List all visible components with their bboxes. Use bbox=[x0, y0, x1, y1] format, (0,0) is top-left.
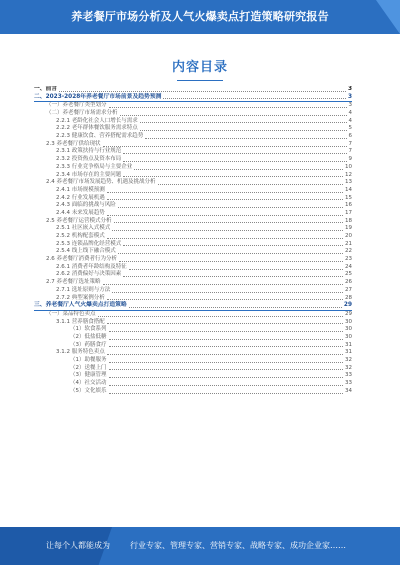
toc-leader-dots bbox=[112, 292, 343, 293]
toc-entry-page: 21 bbox=[345, 240, 352, 247]
toc-entry-label: 2.5.1 社区嵌入式模式 bbox=[56, 225, 111, 232]
toc-entry[interactable] bbox=[34, 349, 352, 357]
toc-entry[interactable] bbox=[34, 380, 352, 388]
toc-leader-dots bbox=[109, 393, 344, 394]
toc-entry-page: 27 bbox=[345, 286, 352, 293]
toc-entry[interactable] bbox=[34, 302, 352, 311]
toc-leader-dots bbox=[98, 316, 343, 317]
toc-entry-label: 2.2.3 健康饮食、营养搭配需求趋势 bbox=[56, 133, 144, 140]
toc-entry[interactable] bbox=[34, 326, 352, 334]
toc-entry-label: 2.5.3 连锁品牌化经营模式 bbox=[56, 240, 122, 247]
toc-entry-page: 26 bbox=[345, 279, 352, 286]
toc-entry-label: 2.5 养老餐厅运营模式分析 bbox=[46, 217, 112, 224]
toc-entry-page: 32 bbox=[345, 357, 352, 364]
toc-leader-dots bbox=[107, 199, 343, 200]
toc-entry-page: 4 bbox=[348, 117, 352, 124]
toc-entry-label: 2.4 养老餐厅市场发展趋势、机遇及挑战分析 bbox=[46, 179, 156, 186]
toc-entry-label: 2.6 养老餐厅消费者行为分析 bbox=[46, 256, 117, 263]
toc-entry-page: 25 bbox=[345, 271, 352, 278]
toc-entry-page: 7 bbox=[348, 140, 352, 147]
toc-leader-dots bbox=[163, 98, 346, 99]
toc-entry-label: （1）软食系列 bbox=[70, 326, 107, 333]
toc-entry[interactable] bbox=[34, 86, 352, 94]
toc-leader-dots bbox=[103, 146, 347, 147]
toc-entry-page: 16 bbox=[345, 202, 352, 209]
toc-entry[interactable] bbox=[34, 179, 352, 187]
toc-entry[interactable] bbox=[34, 256, 352, 264]
toc-entry-label: 三、养老餐厅人气火爆卖点打造策略 bbox=[34, 302, 127, 309]
toc-entry-label: 二、2023-2028年养老餐厅市场前景及趋势预测 bbox=[34, 93, 162, 100]
toc-leader-dots bbox=[109, 369, 344, 370]
toc-entry-label: 一、前言 bbox=[34, 86, 58, 92]
report-header bbox=[0, 0, 400, 34]
toc-entry[interactable] bbox=[34, 125, 352, 133]
toc-entry-label: 2.3.3 行业竞争格局与主要企业 bbox=[56, 163, 133, 170]
toc-entry-page: 29 bbox=[343, 302, 352, 309]
toc-entry-label: （1）助餐服务 bbox=[70, 357, 107, 364]
toc-leader-dots bbox=[129, 269, 343, 270]
toc-leader-dots bbox=[140, 130, 347, 131]
toc-entry-label: 3.1.1 营养膳食搭配 bbox=[56, 318, 105, 325]
toc-entry-page: 34 bbox=[345, 387, 352, 394]
toc-entry-page: 3 bbox=[347, 93, 352, 100]
toc-entry[interactable] bbox=[34, 279, 352, 287]
toc-entry-label: 2.7.2 典型案例分析 bbox=[56, 294, 105, 301]
toc-leader-dots bbox=[158, 184, 344, 185]
toc-entry-label: 2.4.3 面临的挑战与风险 bbox=[56, 202, 116, 209]
toc-leader-dots bbox=[109, 107, 347, 108]
toc-leader-dots bbox=[109, 339, 344, 340]
toc-entry[interactable] bbox=[34, 311, 352, 319]
toc-entry-label: 2.3 养老餐厅供给现状 bbox=[46, 140, 101, 147]
toc-entry[interactable] bbox=[34, 388, 352, 396]
toc-leader-dots bbox=[107, 299, 343, 300]
footer-slogan-right: 行业专家、管理专家、营销专家、战略专家、成功企业家…… bbox=[130, 541, 346, 550]
toc-entry-page: 32 bbox=[345, 364, 352, 371]
toc-entry-page: 30 bbox=[345, 326, 352, 333]
toc-entry-page: 5 bbox=[348, 125, 352, 132]
toc-entry-page: 31 bbox=[345, 349, 352, 356]
toc-entry-label: 2.7 养老餐厅选址策略 bbox=[46, 279, 101, 286]
toc-entry-page: 3 bbox=[347, 86, 352, 92]
toc-entry-page: 9 bbox=[348, 156, 352, 163]
toc-leader-dots bbox=[123, 276, 343, 277]
toc-leader-dots bbox=[59, 91, 346, 92]
toc-entry-page: 31 bbox=[345, 341, 352, 348]
toc-entry-label: （2）送餐上门 bbox=[70, 364, 107, 371]
toc-entry-page: 12 bbox=[345, 171, 352, 178]
toc-entry[interactable] bbox=[34, 233, 352, 241]
page-footer bbox=[0, 527, 400, 565]
toc-leader-dots bbox=[109, 362, 344, 363]
toc-entry-label: 3.1.2 服务特色卖点 bbox=[56, 349, 105, 356]
toc-entry[interactable] bbox=[34, 287, 352, 295]
toc-entry[interactable] bbox=[34, 248, 352, 256]
toc-leader-dots bbox=[109, 346, 344, 347]
toc-entry-page: 30 bbox=[345, 318, 352, 325]
toc-entry-label: （2）低盐低糖 bbox=[70, 333, 107, 340]
toc-heading bbox=[0, 56, 400, 81]
toc-entry-label: 2.7.1 选址原则与方法 bbox=[56, 286, 111, 293]
toc-leader-dots bbox=[109, 331, 344, 332]
toc-leader-dots bbox=[107, 354, 343, 355]
toc-entry[interactable] bbox=[34, 164, 352, 172]
toc-entry-page: 7 bbox=[348, 148, 352, 155]
toc-leader-dots bbox=[109, 377, 344, 378]
toc-leader-dots bbox=[107, 215, 343, 216]
footer-slogan-left: 让每个人都能成为 bbox=[46, 541, 110, 550]
toc-leader-dots bbox=[119, 261, 343, 262]
toc-entry-label: 2.6.1 消费者年龄结构及特征 bbox=[56, 263, 127, 270]
toc-entry-label: 2.3.2 投资热点及资本布局 bbox=[56, 156, 122, 163]
toc-entry-page: 3 bbox=[348, 102, 352, 109]
toc-leader-dots bbox=[112, 230, 343, 231]
toc-leader-dots bbox=[109, 385, 344, 386]
toc-entry-page: 13 bbox=[345, 179, 352, 186]
toc-heading-text: 内容目录 bbox=[171, 60, 228, 75]
toc-entry-label: （5）文化娱乐 bbox=[70, 387, 107, 394]
toc-entry[interactable] bbox=[34, 357, 352, 365]
toc-entry[interactable] bbox=[34, 102, 352, 110]
toc-leader-dots bbox=[107, 323, 343, 324]
toc-entry-label: （3）药膳食疗 bbox=[70, 341, 107, 348]
toc-entry-label: 2.5.2 机构配套模式 bbox=[56, 233, 105, 240]
toc-leader-dots bbox=[123, 161, 346, 162]
toc-leader-dots bbox=[129, 307, 342, 308]
toc-leader-dots bbox=[140, 122, 347, 123]
toc-entry[interactable] bbox=[34, 210, 352, 218]
toc-leader-dots bbox=[134, 169, 343, 170]
toc-leader-dots bbox=[123, 245, 343, 246]
toc-entry-label: 2.5.4 线上线下融合模式 bbox=[56, 248, 116, 255]
toc-entry-label: （3）健康管理 bbox=[70, 372, 107, 379]
toc-entry-page: 4 bbox=[348, 110, 352, 117]
toc-entry-page: 33 bbox=[345, 372, 352, 379]
toc-leader-dots bbox=[107, 192, 343, 193]
toc-entry-label: 2.3.1 政策扶持与行业规范 bbox=[56, 148, 122, 155]
toc-entry-label: 2.4.2 行业发展机遇 bbox=[56, 194, 105, 201]
toc-entry-label: （二）养老餐厅市场需求分析 bbox=[46, 110, 118, 117]
toc-entry-label: 2.4.4 未来发展趋势 bbox=[56, 209, 105, 216]
toc-entry[interactable] bbox=[34, 187, 352, 195]
toc-entry-page: 28 bbox=[345, 294, 352, 301]
toc-entry-page: 24 bbox=[345, 263, 352, 270]
toc-entry-page: 14 bbox=[345, 186, 352, 193]
toc-entry-label: 2.6.2 消费偏好与决策因素 bbox=[56, 271, 122, 278]
toc-entry[interactable] bbox=[34, 110, 352, 118]
toc-leader-dots bbox=[120, 115, 347, 116]
toc-entry[interactable] bbox=[34, 202, 352, 210]
toc-entry-page: 15 bbox=[345, 194, 352, 201]
toc-entry-page: 17 bbox=[345, 209, 352, 216]
toc-entry[interactable] bbox=[34, 334, 352, 342]
toc-entry-page: 6 bbox=[348, 133, 352, 140]
toc-entry-label: （一）养老餐厅类型划分 bbox=[46, 102, 107, 109]
toc-leader-dots bbox=[114, 222, 344, 223]
toc-entry-page: 18 bbox=[345, 217, 352, 224]
toc-entry-page: 20 bbox=[345, 233, 352, 240]
toc-entry-page: 33 bbox=[345, 380, 352, 387]
toc-leader-dots bbox=[123, 176, 343, 177]
report-title: 养老餐厅市场分析及人气火爆卖点打造策略研究报告 bbox=[71, 10, 329, 23]
table-of-contents bbox=[34, 86, 352, 511]
toc-entry-page: 19 bbox=[345, 225, 352, 232]
toc-leader-dots bbox=[118, 207, 343, 208]
toc-entry[interactable] bbox=[34, 225, 352, 233]
toc-entry-label: 2.2.1 老龄化社会人口增长与需求 bbox=[56, 117, 138, 124]
toc-entry-page: 10 bbox=[345, 163, 352, 170]
toc-leader-dots bbox=[123, 153, 346, 154]
toc-entry-label: （4）社交活动 bbox=[70, 380, 107, 387]
toc-entry[interactable] bbox=[34, 372, 352, 380]
toc-leader-dots bbox=[103, 284, 344, 285]
toc-entry-page: 30 bbox=[345, 333, 352, 340]
toc-entry-label: （一）菜品特色卖点 bbox=[46, 310, 96, 317]
toc-leader-dots bbox=[118, 253, 343, 254]
toc-heading-underline bbox=[177, 80, 223, 81]
toc-entry[interactable] bbox=[34, 133, 352, 141]
toc-entry-page: 29 bbox=[345, 310, 352, 317]
toc-entry-page: 22 bbox=[345, 248, 352, 255]
toc-leader-dots bbox=[107, 238, 343, 239]
toc-entry[interactable] bbox=[34, 156, 352, 164]
toc-entry-page: 23 bbox=[345, 256, 352, 263]
toc-entry-label: 2.3.4 市场存在的主要问题 bbox=[56, 171, 122, 178]
toc-entry-label: 2.2.2 老年群体餐饮服务需求特点 bbox=[56, 125, 138, 132]
toc-leader-dots bbox=[145, 138, 346, 139]
toc-entry-label: 2.4.1 市场规模预测 bbox=[56, 186, 105, 193]
